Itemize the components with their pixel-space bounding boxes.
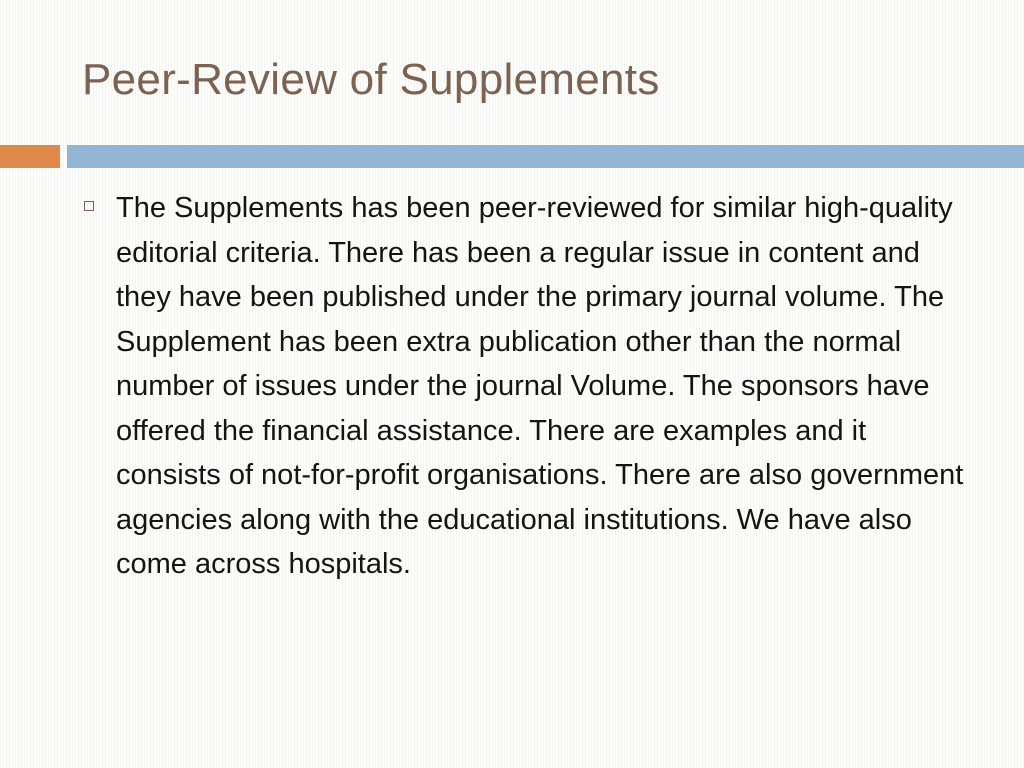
bullet-text: The Supplements has been peer-reviewed for similar high-quality editorial criteria. There has been a regular issue in content and they have been published under the primary journal volume. The Supplement has been extra publication other than the normal number of issues under the journal Volume. The sponsors have offered the financial assistance. There are examples and it consists of not-for-profit organisations. There are also government agencies along with the educational institutions. We have also come across hospitals. (116, 192, 964, 580)
title-accent-bar-blue (67, 145, 1024, 168)
title-accent-bar-orange (0, 145, 60, 168)
square-bullet-icon (84, 201, 94, 211)
bullet-item (82, 186, 982, 587)
slide-title: Peer-Review of Supplements (82, 55, 660, 104)
slide-content (82, 186, 982, 587)
